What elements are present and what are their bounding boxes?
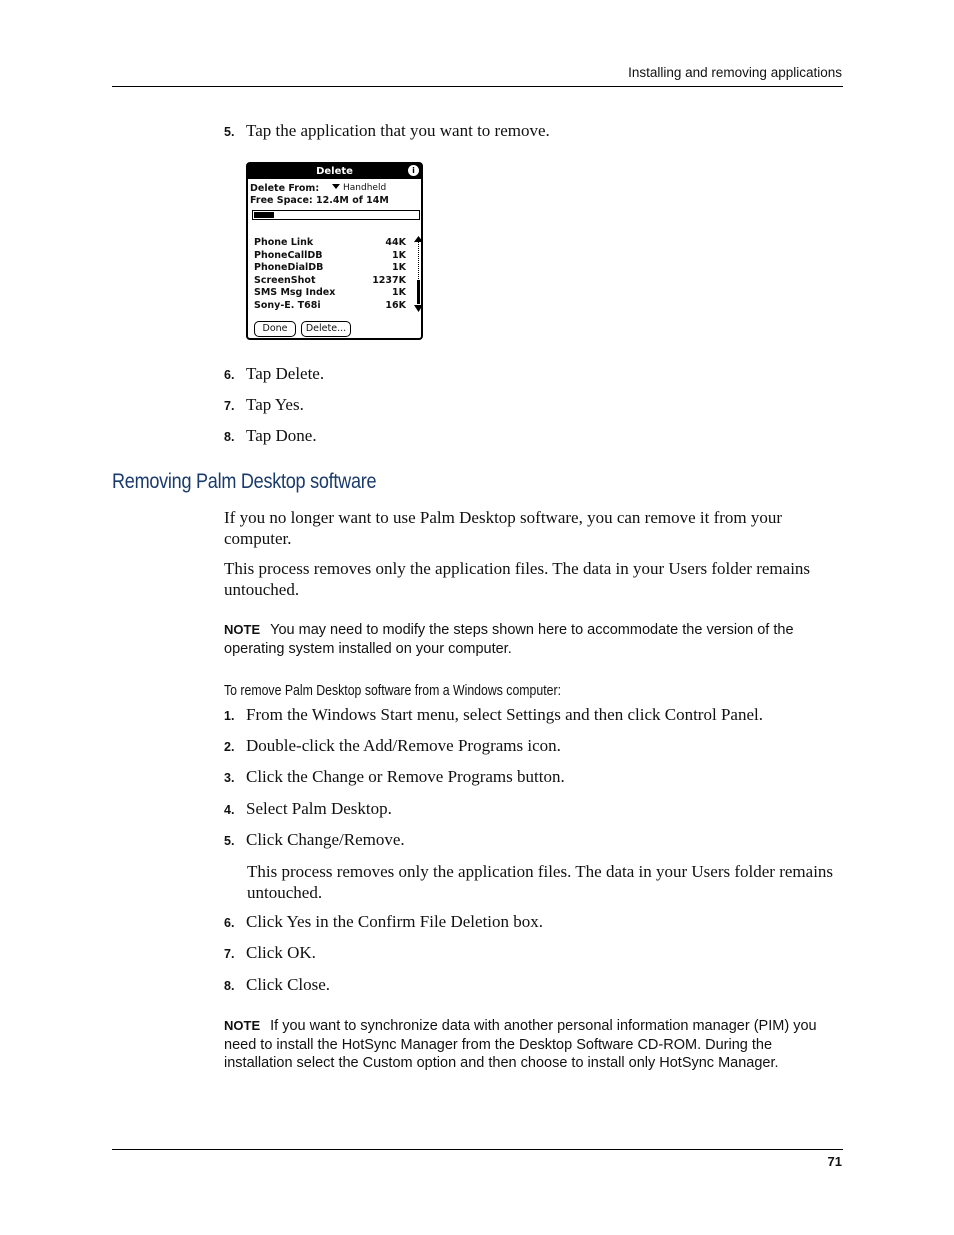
page-number: 71 [827,1154,842,1169]
step-item: 4. Select Palm Desktop. [224,799,392,818]
section-heading: Removing Palm Desktop software [112,470,377,493]
note: NOTE You may need to modify the steps shown here to accommodate the version of the operating system installed on your computer. [224,622,794,657]
chevron-down-icon [332,184,340,189]
delete-from-label: Delete From: [250,183,320,194]
delete-from-dropdown: Handheld [332,183,386,193]
step-item: 6. Click Yes in the Confirm File Deletion box. [224,912,544,931]
step-item: 5. Tap the application that you want to remove. [224,121,550,140]
note-label: NOTE [224,622,261,637]
done-button: Done [254,321,296,337]
palm-title-bar [248,164,421,179]
list-item: ScreenShot 1237K [254,274,406,286]
running-head: Installing and removing applications [628,65,842,80]
procedure-heading: To remove Palm Desktop software from a Windows computer: [224,682,562,699]
free-space-label: Free Space: 12.4M of 14M [250,195,389,206]
scroll-up-arrow-icon [414,236,423,242]
scroll-thumb [417,280,420,304]
paragraph: If you no longer want to use Palm Desktop software, you can remove it from your computer. [224,508,783,548]
list-item: PhoneCallDB 1K [254,249,406,261]
palm-delete-screenshot [246,162,423,340]
step-item: 7. Click OK. [224,943,316,962]
palm-title: Delete [316,166,353,177]
note-label: NOTE [224,1018,261,1033]
free-space-bar-fill [254,212,274,218]
list-item: Phone Link 44K [254,237,406,248]
scroll-down-arrow-icon [414,305,423,312]
delete-button: Delete... [301,321,351,337]
step-item: 2. Double-click the Add/Remove Programs icon. [224,736,561,755]
step-item: 7. Tap Yes. [224,395,304,414]
note: NOTE If you want to synchronize data with another personal information manager (PIM) you need to install the HotSync Manager from the Desktop Software CD-ROM. During the installation select the Custom option and then choose to install only HotSync Manager. [224,1018,817,1071]
list-item: PhoneDialDB 1K [254,262,406,273]
step-item: 8. Click Close. [224,975,331,994]
app-list [254,237,406,312]
step-item: 8. Tap Done. [224,426,317,445]
paragraph: This process removes only the application files. The data in your Users folder remains untouched. [224,559,811,599]
step-item: 6. Tap Delete. [224,364,325,383]
paragraph: This process removes only the application files. The data in your Users folder remains untouched. [247,862,834,902]
step-item: 1. From the Windows Start menu, select Settings and then click Control Panel. [224,705,763,724]
step-item: 3. Click the Change or Remove Programs button. [224,767,565,786]
list-item: SMS Msg Index 1K [254,287,406,298]
step-item: 5. Click Change/Remove. [224,830,405,849]
header-rule [112,86,843,87]
free-space-bar [252,210,420,220]
scrollbar [414,236,423,312]
list-item: Sony-E. T68i 16K [254,299,406,311]
info-icon: i [408,165,419,176]
footer-rule [112,1149,843,1150]
